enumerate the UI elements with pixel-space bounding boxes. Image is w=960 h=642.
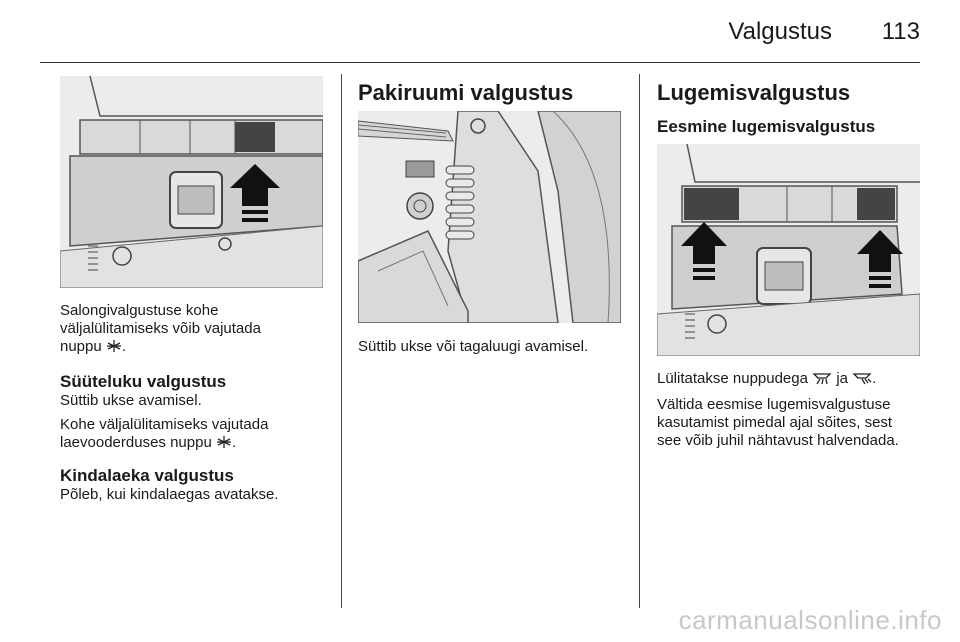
page-number: 113 — [881, 18, 920, 45]
column-separator-1 — [341, 74, 342, 608]
ignition-light-text-2: Kohe väljalülitamiseks vajutada — [60, 416, 269, 433]
watermark-text: carmanualsonline.info — [678, 605, 942, 635]
heading-trunk-light: Pakiruumi valgustus — [358, 80, 574, 105]
subheading-front-reading-light: Eesmine lugemisvalgustus — [657, 117, 876, 136]
figure-trunk-light — [358, 111, 621, 323]
glovebox-light-text: Põleb, kui kindalaegas avatakse. — [60, 486, 279, 503]
reading-light-warning-2: kasutamist pimedal ajal sõites, sest — [657, 414, 893, 431]
trunk-light-illustration — [358, 111, 621, 323]
reading-light-warning-3: see võib juhil nähtavust halvendada. — [657, 432, 899, 449]
interior-light-off-icon — [106, 339, 122, 353]
caption-line-3-text: nuppu — [60, 338, 102, 355]
column-separator-2 — [639, 74, 640, 608]
heading-ignition-light: Süüteluku valgustus — [60, 372, 227, 391]
caption-line-1: Salongivalgustuse kohe — [60, 302, 219, 319]
figure-interior-light-console — [60, 76, 323, 288]
header-rule — [40, 62, 920, 63]
caption-line-2: väljalülitamiseks võib vajutada — [60, 320, 261, 337]
caption-line-3: nuppu . — [60, 338, 127, 355]
reading-light-warning-1: Vältida eesmise lugemisvalgustuse — [657, 396, 891, 413]
reading-light-caption-1: Lülitatakse nuppudega ja . — [657, 370, 877, 387]
heading-reading-light: Lugemisvalgustus — [657, 80, 851, 105]
front-reading-light-illustration — [657, 144, 920, 356]
page-header-title: Valgustus — [728, 18, 832, 45]
ignition-light-text-1: Süttib ukse avamisel. — [60, 392, 202, 409]
trunk-light-caption: Süttib ukse või tagaluugi avamisel. — [358, 338, 589, 355]
ignition-light-text-3-text: laevooderduses nuppu — [60, 434, 212, 451]
interior-light-console-illustration — [60, 76, 323, 288]
figure-front-reading-light — [657, 144, 920, 356]
reading-light-left-icon — [812, 371, 832, 385]
reading-light-right-icon — [852, 371, 872, 385]
reading-light-caption-and: ja — [836, 370, 848, 387]
heading-glovebox-light: Kindalaeka valgustus — [60, 466, 234, 485]
interior-light-off-icon — [216, 435, 232, 449]
reading-light-caption-1-text: Lülitatakse nuppudega — [657, 370, 808, 387]
ignition-light-text-3: laevooderduses nuppu . — [60, 434, 237, 451]
